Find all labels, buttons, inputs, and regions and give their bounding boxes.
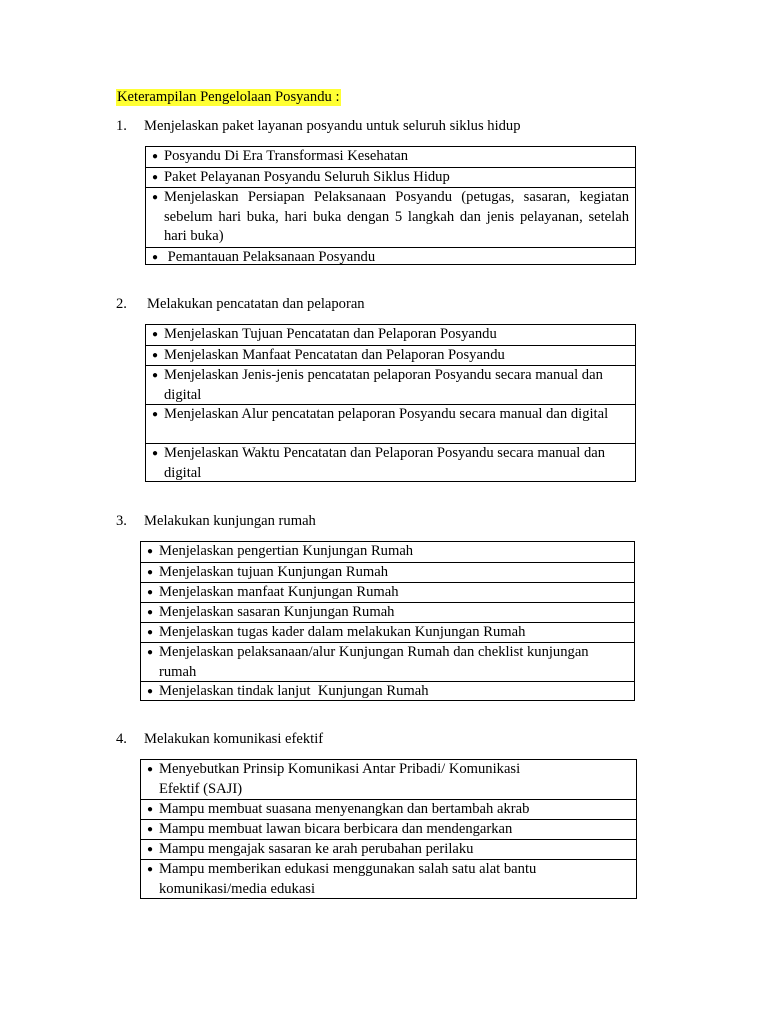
bullet-icon: ● <box>152 252 159 263</box>
list-item-text: Menjelaskan pelaksanaan/alur Kunjungan Rumah dan cheklist kunjungan rumah <box>159 644 589 680</box>
table-row <box>141 602 634 622</box>
bullet-icon: ● <box>152 409 159 420</box>
list-item-text: Menjelaskan tugas kader dalam melakukan Kunjungan Rumah <box>159 624 526 640</box>
list-item-text: Posyandu Di Era Transformasi Kesehatan <box>164 148 409 164</box>
list-item-text: Menjelaskan Jenis-jenis pencatatan pelaporan Posyandu secara manual dan digital <box>164 367 603 403</box>
section-2-table <box>145 324 636 482</box>
list-item-text: Mampu memberikan edukasi menggunakan salah satu alat bantu komunikasi/media edukasi <box>159 861 537 897</box>
list-item-text: Mampu membuat lawan bicara berbicara dan mendengarkan <box>159 821 513 837</box>
section-number: 2. <box>116 296 127 312</box>
section-number: 4. <box>116 731 127 747</box>
list-item-text: Paket Pelayanan Posyandu Seluruh Siklus Hidup <box>164 169 450 185</box>
list-item-text: Menjelaskan sasaran Kunjungan Rumah <box>159 604 395 620</box>
list-item-text: Menjelaskan Persiapan Pelaksanaan Posyandu (petugas, sasaran, kegiatan sebelum hari buka, hari buka dengan 5 langkah dan jenis pelayanan, setelah hari buka) <box>164 189 629 245</box>
table-row <box>141 562 634 582</box>
section-title-text: Melakukan komunikasi efektif <box>144 731 324 747</box>
bullet-icon: ● <box>147 804 154 815</box>
bullet-icon: ● <box>147 627 154 638</box>
bullet-icon: ● <box>147 686 154 697</box>
section-title-text: Melakukan kunjungan rumah <box>144 513 316 529</box>
list-item-text: Menjelaskan tindak lanjut Kunjungan Rumah <box>159 683 429 699</box>
bullet-icon: ● <box>152 350 159 361</box>
list-item-text: Menjelaskan tujuan Kunjungan Rumah <box>159 564 388 580</box>
section-title-text: Melakukan pencatatan dan pelaporan <box>147 296 365 312</box>
table-row <box>141 839 636 859</box>
list-item-text: Menjelaskan Tujuan Pencatatan dan Pelaporan Posyandu <box>164 326 497 342</box>
section-title-text: Menjelaskan paket layanan posyandu untuk seluruh siklus hidup <box>144 118 521 134</box>
bullet-icon: ● <box>147 764 154 775</box>
bullet-icon: ● <box>152 192 159 203</box>
table-row <box>141 859 636 898</box>
bullet-icon: ● <box>147 546 154 557</box>
table-row <box>146 187 635 247</box>
table-row <box>141 681 634 701</box>
bullet-icon: ● <box>147 647 154 658</box>
bullet-icon: ● <box>147 607 154 618</box>
table-row <box>141 622 634 642</box>
list-item-text: Pemantauan Pelaksanaan Posyandu <box>164 249 376 265</box>
table-row <box>141 582 634 602</box>
section-title-4 <box>116 730 323 749</box>
list-item-text: Menjelaskan manfaat Kunjungan Rumah <box>159 584 399 600</box>
bullet-icon: ● <box>152 172 159 183</box>
table-row <box>141 819 636 839</box>
page-heading-text: Keterampilan Pengelolaan Posyandu : <box>117 89 340 105</box>
table-row <box>146 365 635 404</box>
bullet-icon: ● <box>152 370 159 381</box>
list-item-text: Menjelaskan Waktu Pencatatan dan Pelaporan Posyandu secara manual dan digital <box>164 445 606 481</box>
list-item-text: Menjelaskan Alur pencatatan pelaporan Posyandu secara manual dan digital <box>164 406 609 422</box>
list-item-text: Mampu membuat suasana menyenangkan dan bertambah akrab <box>159 801 530 817</box>
table-row <box>146 404 635 443</box>
bullet-icon: ● <box>152 329 159 340</box>
table-row <box>146 167 635 187</box>
table-row <box>141 760 636 799</box>
list-item-text: Menjelaskan Manfaat Pencatatan dan Pelaporan Posyandu <box>164 347 505 363</box>
bullet-icon: ● <box>147 844 154 855</box>
page-heading <box>116 88 341 107</box>
section-number: 3. <box>116 513 127 529</box>
section-4-table <box>140 759 637 899</box>
list-item-text: Menjelaskan pengertian Kunjungan Rumah <box>159 543 414 559</box>
section-3-table <box>140 541 635 701</box>
list-item-text: Mampu mengajak sasaran ke arah perubahan perilaku <box>159 841 474 857</box>
table-row <box>146 345 635 365</box>
table-row <box>146 325 635 345</box>
bullet-icon: ● <box>147 824 154 835</box>
bullet-icon: ● <box>147 864 154 875</box>
section-1-table <box>145 146 636 265</box>
table-row <box>146 147 635 167</box>
section-number: 1. <box>116 118 127 134</box>
table-row <box>141 642 634 681</box>
section-title-2 <box>116 295 365 314</box>
bullet-icon: ● <box>147 587 154 598</box>
list-item-text: Menyebutkan Prinsip Komunikasi Antar Pribadi/ Komunikasi Efektif (SAJI) <box>159 761 521 797</box>
table-row <box>141 542 634 562</box>
bullet-icon: ● <box>152 448 159 459</box>
table-row <box>146 247 635 267</box>
bullet-icon: ● <box>147 567 154 578</box>
section-title-1 <box>116 117 521 136</box>
table-row <box>141 799 636 819</box>
section-title-3 <box>116 512 316 531</box>
table-row <box>146 443 635 482</box>
bullet-icon: ● <box>152 151 159 162</box>
